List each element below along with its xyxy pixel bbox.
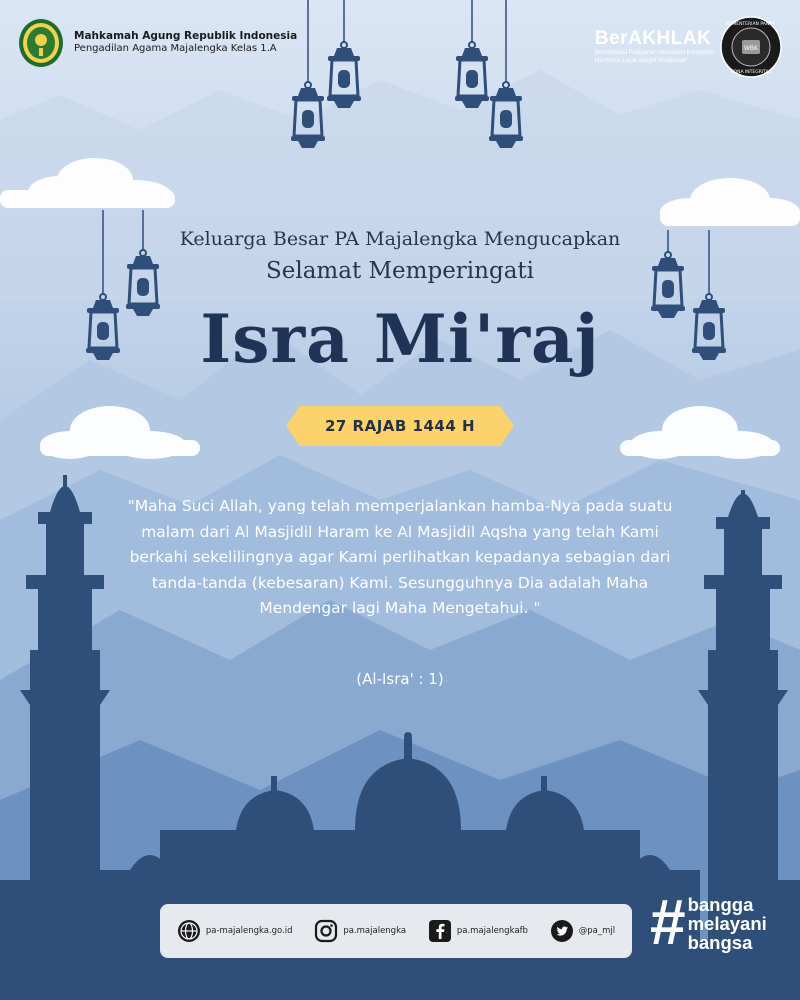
contact-instagram-text: pa.majalengka (343, 926, 407, 936)
slogan (650, 886, 767, 958)
contact-facebook-text: pa.majalengkafb (456, 926, 528, 936)
contact-twitter[interactable] (550, 919, 615, 943)
header-organization (18, 18, 297, 68)
greeting-line-1: Keluarga Besar PA Majalengka Mengucapkan (179, 228, 621, 250)
verse-source: (Al-Isra' : 1) (356, 670, 444, 688)
instagram-icon (314, 919, 338, 943)
facebook-icon (428, 919, 452, 943)
zona-integritas-badge (720, 16, 782, 78)
date-badge (286, 406, 514, 446)
slogan-line-1: bangga (687, 894, 754, 915)
berakhlak-tag-2: Harmonis Loyal Adaptif Kolaboratif (594, 58, 687, 64)
contact-website[interactable] (177, 919, 293, 943)
mahkamah-agung-logo (18, 18, 64, 68)
badge-bottom-text: ZONA INTEGRITAS (730, 70, 772, 75)
contact-website-text: pa-majalengka.go.id (205, 926, 293, 936)
badge-top-text: KEMENTERIAN PANRB (726, 22, 776, 27)
date-text: 27 RAJAB 1444 H (324, 417, 476, 435)
greeting-line-2: Selamat Memperingati (265, 258, 534, 284)
badge-center-text: WBK (744, 45, 758, 52)
slogan-line-3: bangsa (687, 932, 753, 953)
page-title: Isra Mi'raj (200, 300, 600, 378)
slogan-line-2: melayani (687, 913, 767, 934)
contact-twitter-text: @pa_mjl (578, 926, 616, 936)
twitter-icon (550, 919, 574, 943)
slogan-hash: # (650, 886, 686, 958)
contact-instagram[interactable] (314, 919, 406, 943)
verse-text: "Maha Suci Allah, yang telah memperjalankan hamba-Nya pada suatu malam dari Al Masjidil Haram ke Al Masjidil Aqsha yang telah Kami berkahi sekelilingnya agar Kami perlihatkan kepadanya sebagian dari tanda-tanda (kebesaran) Kami. Sesungguhnya Dia adalah Maha Mendengar lagi Maha Mengetahui. " (127, 497, 673, 617)
org-name: Mahkamah Agung Republik Indonesia (74, 30, 298, 43)
berakhlak-tag-1: Berorientasi Pelayanan Akuntabel Kompeten (594, 50, 714, 57)
contact-facebook[interactable] (428, 919, 528, 943)
berakhlak-brand: BerAKHLAK (594, 28, 712, 50)
header-berakhlak (595, 16, 782, 78)
contact-bar (160, 904, 632, 958)
org-sub: Pengadilan Agama Majalengka Kelas 1.A (74, 43, 277, 55)
globe-icon (177, 919, 201, 943)
